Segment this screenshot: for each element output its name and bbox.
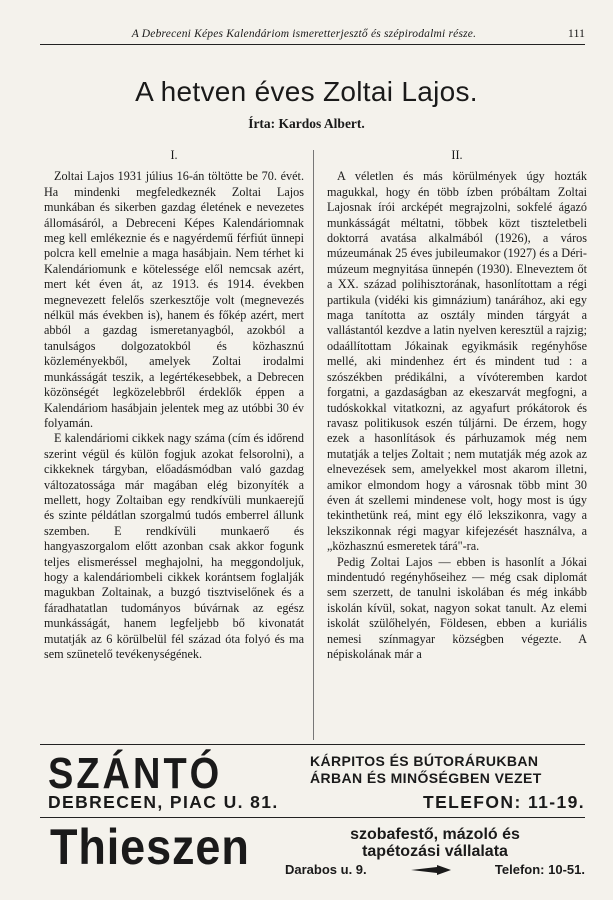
section-number: II. — [451, 148, 463, 162]
article-byline: Írta: Kardos Albert. — [248, 116, 365, 131]
paragraph: Zoltai Lajos 1931 július 16-án töltötte be 70. évét. Ha mindenki megfeledkeznék Zoltai Lajos munkában és sikerben gazdag életének e nevezetes állomásáról, a Debreceni Képes Kalendáriomnak meg kell emlékeznie és e nagyérdemű férfiút ünnepi polcra kell emelnie a maga hasábjain. Nem térhet ki Kalendáriomunk e kötelessége elől nemcsak azért, mert két éven át, az 1913. és 1914. években megnevezett felelős szerkesztője volt (megnevezés nélkül más években is), hanem és főkép azért, mert abból a gazdag ismeretanyagból, azokból a tanulságos dolgozatokból és közhasznú közleményekből, amelyek Zoltai irodalmi munkásságát teszik, a legértékesebbek, a Debrecen közönségét legközelebbről érdeklők éppen a Kalendáriom hasábjain jelentek meg az utóbbi 30 év folyamán. — [44, 169, 304, 430]
paragraph: E kalendáriomi cikkek nagy száma (cím és időrend szerint végül és külön fogjuk azokat felsorolni), a cikkeknek tárgyban, előadásmódban való gazdag változatossága már magában elég bizonyíték a mellett, hogy Zoltaiban egy rendkívüli munkaerejű és szinte példátlan szorgalmú tudós emberrel állunk szemben. E rendkívüli munkaerő és hangyaszorgalom előtt azonban csak akkor fogunk teljes elismeréssel meghajolni, ha meggondoljuk, hogy a kalendáriombeli cikkek korántsem foglalják magukban Zoltainak, a buzgó tisztviselőnek és a fáradhatatlan tudományos búvárnak az egész munkásságát, hanem legfeljebb bő kivonatát mutatják az 6 körülbelül fél század óta folyó és ma sem szünetelő tevékenységének. — [44, 431, 304, 661]
column-right — [327, 148, 587, 662]
section-number: I. — [170, 148, 178, 162]
page-number: 111 — [567, 26, 585, 40]
ad-rule-top — [40, 744, 585, 745]
ad-tagline — [285, 826, 585, 860]
advertisement-szanto — [40, 748, 585, 814]
paragraph: Pedig Zoltai Lajos — ebben is hasonlít a Jókai mindentudó regényhőseihez — még csak diplomát sem szerzett, de tanulni iskolában és még inkább iskolán kívül, sokat, nagyon sokat tanult. Az elemi iskolát szülőhelyén, Földesen, ebben a kuriális nemesi színmagyar községben végezte. A népiskolának már a — [327, 554, 587, 661]
ad-address: Darabos u. 9. — [285, 862, 367, 877]
ad-phone: Telefon: 10-51. — [494, 862, 585, 877]
paragraph: A véletlen és más körülmények úgy hozták magukkal, hogy én több ízben próbáltam Zoltai Lajosnak írói arcképét megrajzolni, sokfelé ágazó munkásságát méltatni, többek közt tiszteletbeli doktorrá avatása alkalmából (1926), a város múzeumának 25 éves jubileumakor (1927) és a Déri-múzeum megnyitása ünnepén (1930). Elneveztem őt a XX. század polihisztorának, hasonlítottam a régi partikula (vidéki kis gimnázium) tanárához, aki egy maga tanította az osztály minden tárgyát a vallástantól kezdve a latin nyelven keresztül a rajzig; odaállítottam Jókainak egyikmásik regényhőse mellé, aki mindenhez ért és mindent tud : a szószékben prédikálni, a vívóteremben kardot forgatni, a gazdaságban az ekeszarvát megfogni, a tudóskokkal vitatkozni, az agyafurt prókátorok és ravasz politikusok eszén túljárni. De érzem, hogy ezek a hasonlítások és párhuzamok még nem mutatják a teljes Zoltait ; nem mutatják még azok az elnevezések sem, amelyekkel most akarom illetni, amikor elmondom hogy a városnak több mint 30 éven át szellemi mindenese volt, hogy most is úgy tekinthetünk reá, mint egy élő lekszikonra, vagy a lekszikonnak régi magyar kifejezését használva, a „közhasznú esmeretek tárá"-ra. — [327, 169, 587, 554]
ad-phone: TELEFON: 11-19. — [422, 792, 585, 812]
ad-tagline-line: ÁRBAN ÉS MINŐSÉGBEN VEZET — [310, 770, 542, 786]
article-title: A hetven éves Zoltai Lajos. — [135, 76, 478, 107]
ad-tagline-line: szobafestő, mázoló és — [350, 826, 520, 843]
column-left — [44, 148, 304, 662]
ad-brand: SZÁNTÓ — [48, 750, 223, 799]
running-header — [40, 26, 585, 41]
ad-address: DEBRECEN, PIAC U. 81. — [48, 792, 279, 812]
ad-contact — [285, 862, 585, 877]
ad-tagline — [310, 753, 585, 787]
ad-tagline-line: KÁRPITOS ÉS BÚTORÁRUKBAN — [310, 753, 539, 769]
header-rule — [40, 44, 585, 45]
running-title: A Debreceni Képes Kalendáriom ismeretterjesztő és szépirodalmi része. — [131, 28, 477, 40]
ad-contact — [48, 792, 585, 813]
column-divider — [313, 150, 314, 740]
ad-tagline-line: tapétozási vállalata — [362, 843, 508, 860]
arrow-icon — [411, 865, 451, 875]
ad-brand: Thieszen — [50, 819, 250, 875]
advertisement-thieszen — [40, 820, 585, 890]
